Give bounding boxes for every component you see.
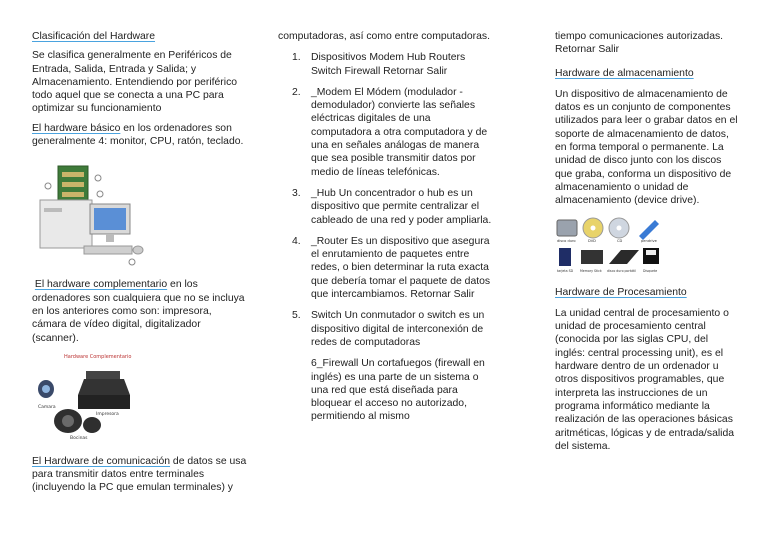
column-2-intro: computadoras, así como entre computadoras. xyxy=(278,31,490,42)
storage-label-portable-disk: disco duro portátil xyxy=(607,268,637,273)
storage-label-cd: CD xyxy=(617,238,623,243)
classification-paragraph: Se clasifica generalmente en Periféricos de Entrada, Salida, Entrada y Salida; y Almacenamiento. Entendiendo por periférico todo aquel que se conecta a una PC para optimizar su funcionamiento xyxy=(32,50,238,115)
printer-label: Impresora xyxy=(96,411,119,417)
list-item: 5. Switch Un conmutador o switch es un dispositivo digital de interconexión de redes de computadoras xyxy=(292,310,485,348)
complementary-image-title: Hardware Complementario xyxy=(64,353,132,360)
list-item: 3. _Hub Un concentrador o hub es un dispositivo que permite centralizar el cableado de una red y poder ampliarla. xyxy=(292,187,492,226)
complementary-hardware-image xyxy=(32,351,138,443)
heading-hardware-classification: Clasificación del Hardware xyxy=(32,31,156,42)
storage-label-tarjeta-sd: tarjeta SD xyxy=(557,268,574,273)
devices-list xyxy=(278,51,494,349)
firewall-paragraph: 6_Firewall Un cortafuegos (firewall en inglés) es una parte de un sistema o una red que está diseñada para bloquear el acceso no autorizado, permitiendo al mismo xyxy=(311,358,485,423)
complementary-hardware-link[interactable]: El hardware complementario xyxy=(34,279,168,291)
processing-paragraph: La unidad central de procesamiento o unidad de procesamiento central (conocida por las siglas CPU, del inglés: central processing unit), es el hardware dentro de un ordenador u otros dispositivos programables, que interpreta las instrucciones de un programa informático mediante la realización de las operaciones básicas aritméticas, lógicas y de entrada/salida del sistema. xyxy=(555,307,735,452)
computer-hardware-image xyxy=(32,158,147,270)
storage-label-disquete: Disquete xyxy=(643,268,658,273)
heading-storage-hardware[interactable]: Hardware de almacenamiento xyxy=(555,67,694,79)
storage-label-pendrive: pendrive xyxy=(641,238,657,243)
camera-label: Camara xyxy=(38,404,56,410)
list-item: 1. Dispositivos Modem Hub Routers Switch Firewall Retornar Salir xyxy=(292,52,466,77)
storage-paragraph: Un dispositivo de almacenamiento de datos es un conjunto de componentes utilizados para leer o grabar datos en el soporte de almacenamiento de datos, en forma temporal o permanente. La unidad de disco junto con los discos que graba, conforma un dispositivo de almacenamiento o unidad de almacenamiento (device drive). xyxy=(555,88,738,207)
storage-devices-image xyxy=(555,216,663,280)
column-3-top-text: tiempo comunicaciones autorizadas. Retornar Salir xyxy=(555,31,724,56)
basic-hardware-paragraph: El hardware básico en los ordenadores son generalmente 4: monitor, CPU, ratón, teclado. xyxy=(32,122,244,148)
storage-label-disco-duro: disco duro xyxy=(557,238,576,243)
column-3 xyxy=(555,30,740,459)
list-item: 4. _Router Es un dispositivo que asegura el enrutamiento de paquetes entre redes, o bien determinar la ruta exacta que debería tomar el paquete de datos que intercambiamos. Retornar Salir xyxy=(292,235,491,301)
speakers-label: Bocinas xyxy=(70,435,88,441)
heading-processing-hardware[interactable]: Hardware de Procesamiento xyxy=(555,286,687,298)
communication-hardware-paragraph: El Hardware de comunicación de datos se usa para transmitir datos entre terminales (incluyendo la PC que emulan terminales) y xyxy=(32,455,247,494)
list-item: 2. _Modem El Módem (modulador - demodulador) convierte las señales eléctricas digitales de una computadora a otra computadora y de una en señales análogas de manera que sea posible transmitir datos por medio de líneas telefónicas. xyxy=(292,86,488,178)
column-2 xyxy=(278,30,494,430)
storage-label-dvd: DVD xyxy=(588,238,596,243)
column-1 xyxy=(32,30,248,501)
storage-label-memory-stick: Memory Stick xyxy=(580,268,602,273)
basic-hardware-link[interactable]: El hardware básico xyxy=(32,122,121,134)
complementary-hardware-paragraph: El hardware complementario en los ordenadores son cualquiera que no se incluya en los anteriores como son: impresora, cámara de vídeo digital, digitalizador (scanner). xyxy=(32,279,245,344)
communication-hardware-link[interactable]: El Hardware de comunicación xyxy=(32,455,171,467)
